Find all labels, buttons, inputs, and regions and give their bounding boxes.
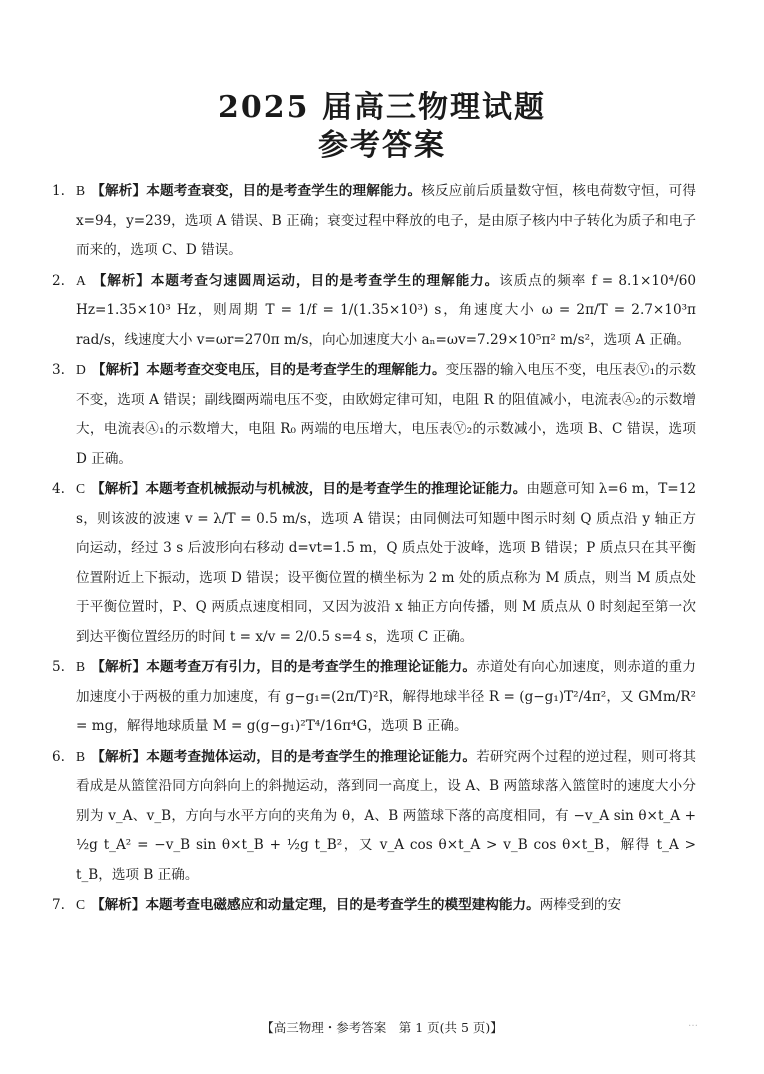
item-body: 核反应前后质量数守恒，核电荷数守恒，可得 x=94，y=239，选项 A 错误、B 正确；衰变过程中释放的电子，是由原子核内中子转化为质子和电子而来的，选项 C、D 错误。 <box>76 183 697 258</box>
answer-letter: D <box>76 362 86 377</box>
item-body: 赤道处有向心加速度，则赤道的重力加速度小于两极的重力加速度，有 g−g₁=(2π/T)²R，解得地球半径 R = (g−g₁)T²/4π²，又 GMm/R² = mg，解得地球质量 M = g(g−g₁)²T⁴/16π⁴G，选项 B 正确。 <box>76 659 697 734</box>
answer-list <box>52 176 697 921</box>
item-number: 2. <box>52 272 65 289</box>
answer-item-1 <box>52 176 697 266</box>
item-body: 该质点的频率 f = 8.1×10⁴/60 Hz=1.35×10³ Hz，则周期 T = 1/f = 1/(1.35×10³) s，角速度大小 ω = 2π/T = 2.7×10³π rad/s，线速度大小 v=ωr=270π m/s，向心加速度大小 aₙ=ωv=7.29×10⁵π² m/s²，选项 A 正确。 <box>76 272 696 348</box>
answer-letter: C <box>76 481 86 496</box>
answer-letter: B <box>76 183 86 198</box>
page-subtitle: 参考答案 <box>318 128 446 163</box>
page-title: 2025 届高三物理试题 <box>218 90 546 125</box>
answer-letter: B <box>76 748 86 764</box>
page-footer: 【高三物理・参考答案 第 1 页(共 5 页)】 <box>261 1020 503 1035</box>
item-body: 两棒受到的安 <box>539 897 622 913</box>
answer-letter: C <box>76 897 86 912</box>
item-heading: 【解析】本题考查机械振动与机械波，目的是考查学生的推理论证能力。 <box>91 481 527 497</box>
item-heading: 【解析】本题考查匀速圆周运动，目的是考查学生的理解能力。 <box>91 272 500 289</box>
item-body: 由题意可知 λ=6 m，T=12 s，则该波的波速 v = λ/T = 0.5 m/s，选项 A 错误；由同侧法可知题中图示时刻 Q 质点沿 y 轴正方向运动，经过 3 s 后波形向右移动 d=vt=1.5 m，Q 质点处于波峰，选项 B 错误；P 质点只在其平衡位置附近上下振动，选项 D 错误；设平衡位置的横坐标为 2 m 处的质点称为 M 质点，则当 M 质点处于平衡位置时，P、Q 两质点速度相同，又因为波沿 x 轴正方向传播，则 M 质点从 0 时刻起至第一次到达平衡位置经历的时间 t = x/v = 2/0.5 s=4 s，选项 C 正确。 <box>76 481 696 645</box>
item-heading: 【解析】本题考查交变电压，目的是考查学生的理解能力。 <box>91 362 446 378</box>
item-body: 若研究两个过程的逆过程，则可将其看成是从篮筐沿同方向斜向上的斜抛运动，落到同一高度上，设 A、B 两篮球落入篮筐时的速度大小分别为 v_A、v_B，方向与水平方向的夹角为 θ，A、B 两篮球下落的高度相同，有 −v_A sin θ×t_A + ½g t_A² = −v_B sin θ×t_B + ½g t_B²，又 v_A cos θ×t_A > v_B cos θ×t_B，解得 t_A > t_B，选项 B 正确。 <box>76 748 697 883</box>
answer-item-7 <box>52 890 696 921</box>
item-heading: 【解析】本题考查电磁感应和动量定理，目的是考查学生的模型建构能力。 <box>91 897 540 913</box>
item-heading: 【解析】本题考查抛体运动，目的是考查学生的推理论证能力。 <box>91 748 477 765</box>
answer-item-3 <box>52 355 696 474</box>
item-number: 6. <box>52 748 65 765</box>
item-heading: 【解析】本题考查衰变，目的是考查学生的理解能力。 <box>91 183 422 199</box>
item-heading: 【解析】本题考查万有引力，目的是考查学生的推理论证能力。 <box>91 659 477 675</box>
answer-item-4 <box>52 474 696 652</box>
item-number: 5. <box>52 659 65 675</box>
item-number: 1. <box>52 183 65 199</box>
answer-item-5 <box>52 652 697 742</box>
item-body: 变压器的输入电压不变，电压表Ⓥ₁的示数不变，选项 A 错误；副线圈两端电压不变，由欧姆定律可知，电阻 R 的阻值减小，电流表Ⓐ₂的示数增大，电流表Ⓐ₁的示数增大，电阻 R₀ 两端的电压增大，电压表Ⓥ₂的示数减小，选项 B、C 错误，选项 D 正确。 <box>76 362 696 467</box>
answer-item-6 <box>52 742 697 891</box>
answer-letter: A <box>76 272 86 288</box>
answer-letter: B <box>76 659 86 674</box>
corner-mark: … <box>688 1018 698 1029</box>
item-number: 4. <box>52 481 65 497</box>
item-number: 3. <box>52 362 65 378</box>
item-number: 7. <box>52 897 65 913</box>
answer-item-2 <box>52 266 696 356</box>
